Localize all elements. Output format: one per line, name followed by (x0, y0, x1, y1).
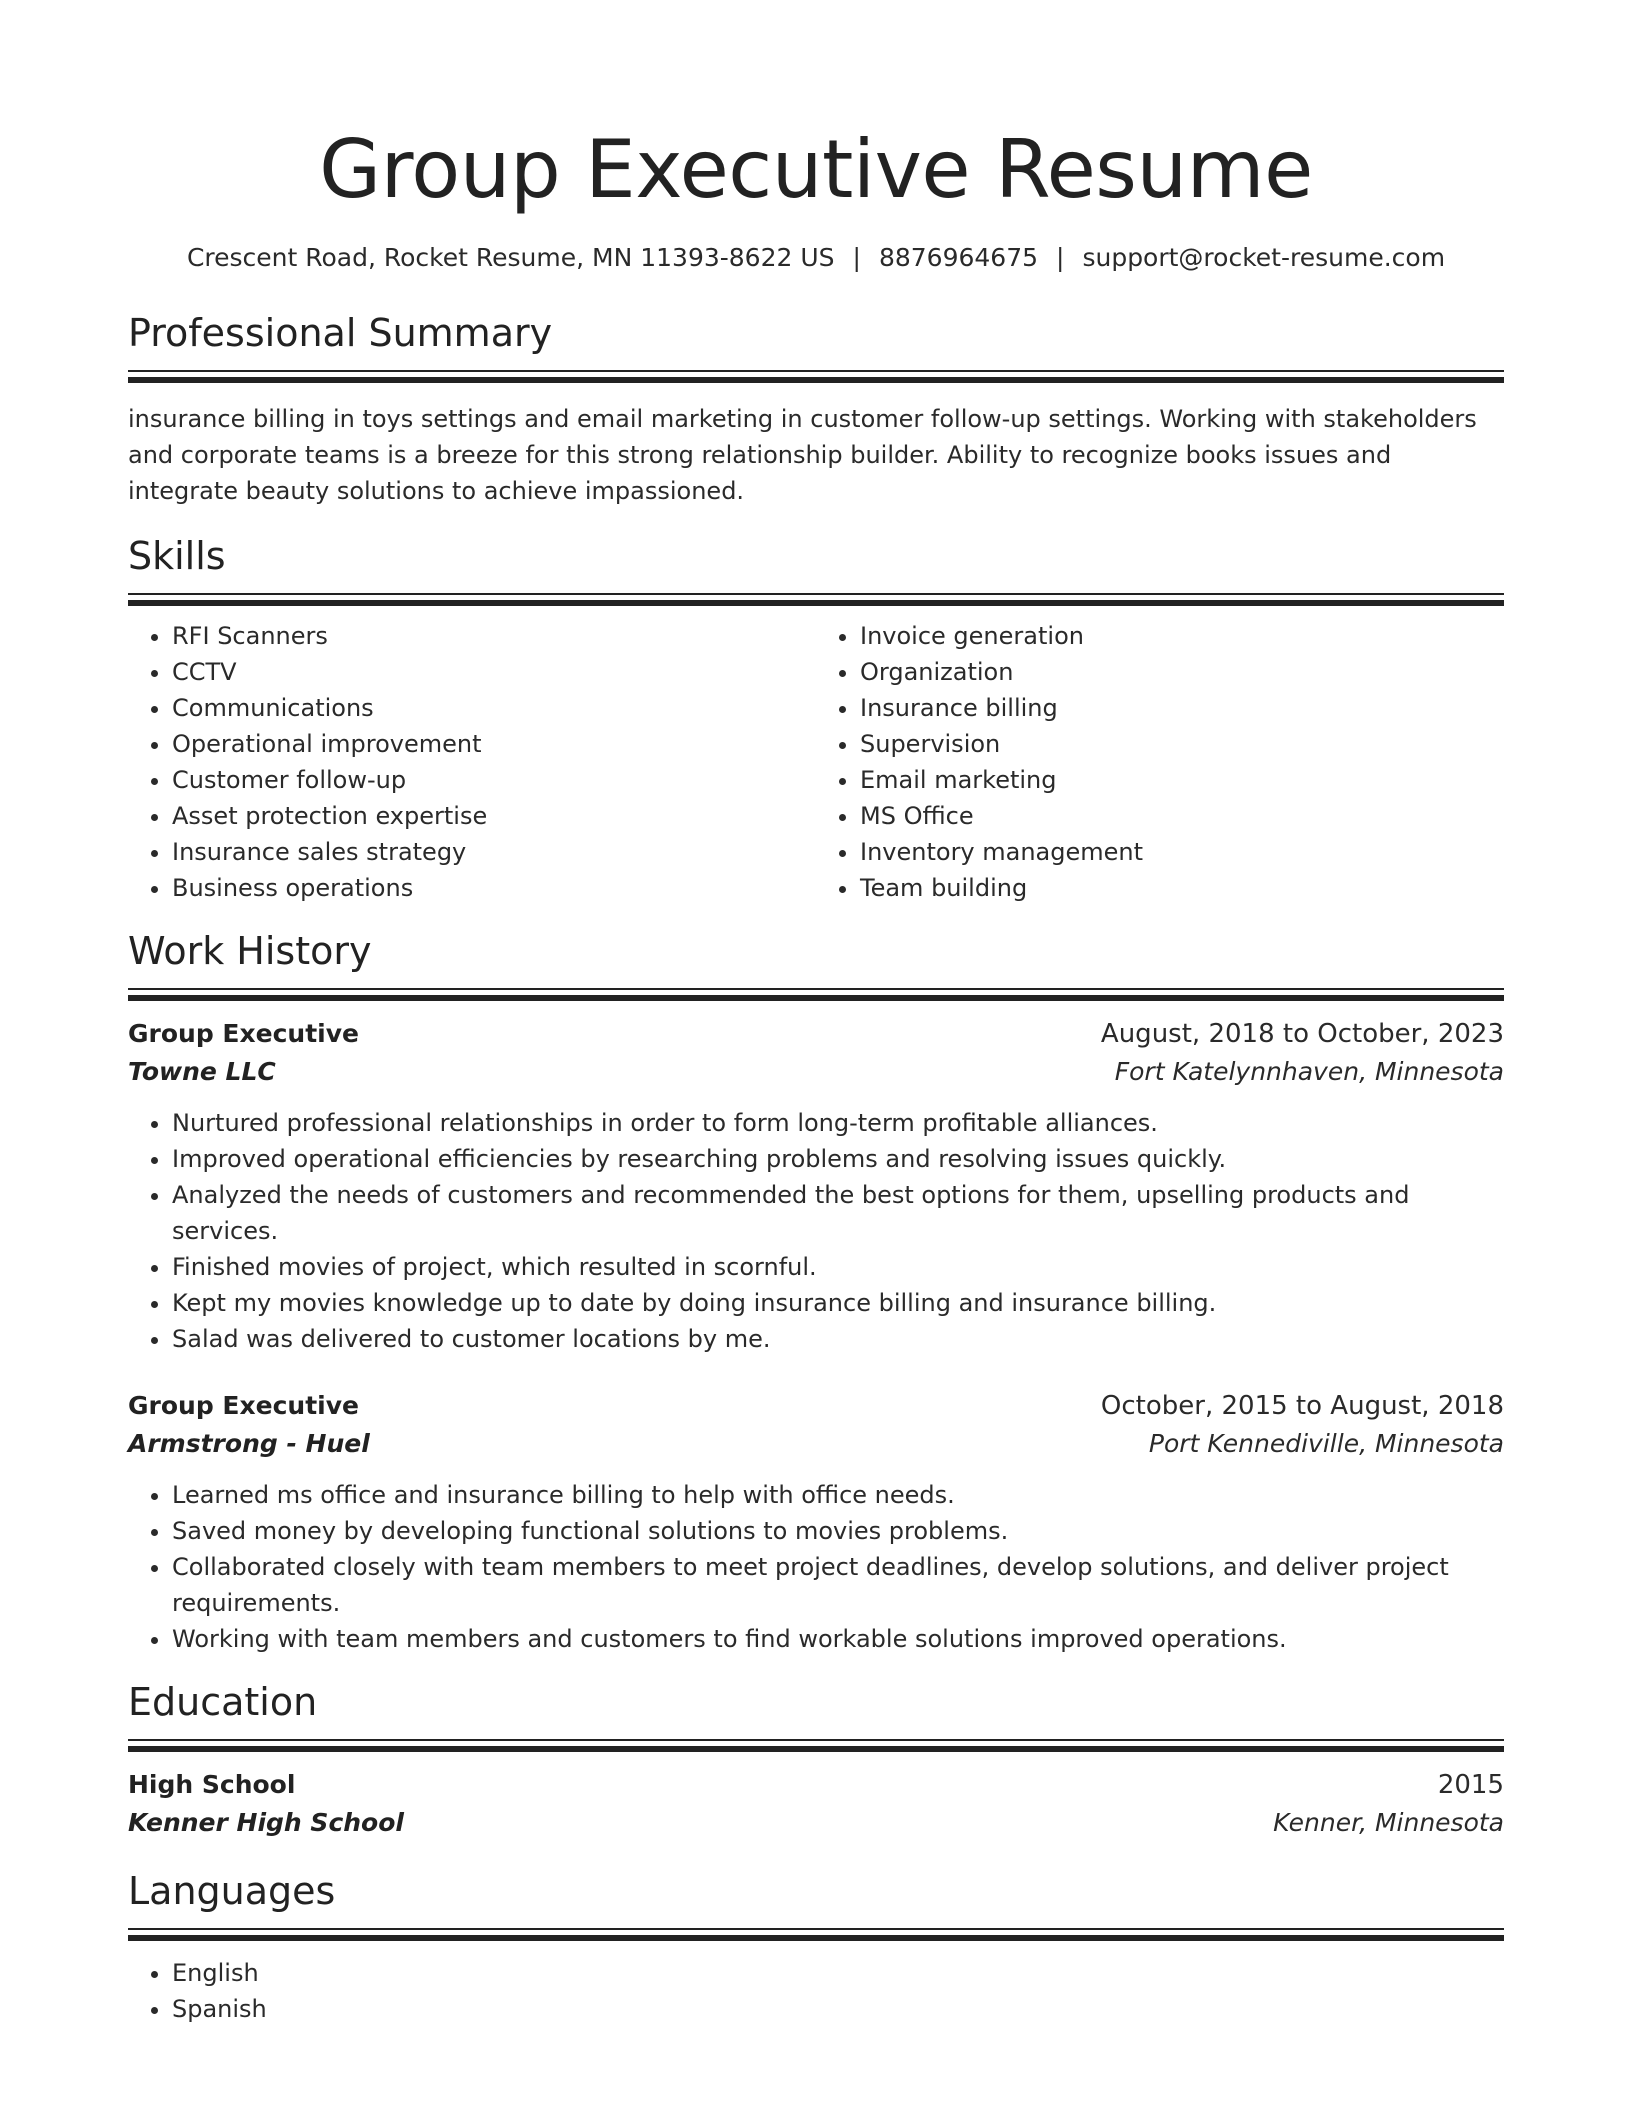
job-dates: August, 2018 to October, 2023 (1100, 1019, 1504, 1049)
job-header-row (128, 1387, 1504, 1425)
summary-section (128, 310, 1504, 509)
resume-title: Group Executive Resume (319, 123, 1313, 216)
section-divider (128, 1739, 1504, 1752)
contact-line (128, 242, 1504, 274)
skill-item: • Insurance sales strategy (172, 834, 816, 870)
education-school-row (128, 1804, 1504, 1842)
skill-item: • Invoice generation (860, 618, 1504, 654)
skills-section (128, 533, 1504, 906)
languages-list (128, 1955, 1504, 2027)
job-bullet: • Learned ms office and insurance billing to help with office needs. (172, 1477, 1504, 1513)
job-bullet: • Salad was delivered to customer locations by me. (172, 1321, 1504, 1357)
job-bullet: • Improved operational efficiencies by researching problems and resolving issues quickly. (172, 1141, 1504, 1177)
skill-item: • Asset protection expertise (172, 798, 816, 834)
contact-phone: 8876964675 (878, 243, 1039, 272)
job-bullet: • Working with team members and customers to find workable solutions improved operations. (172, 1621, 1504, 1657)
job-company: Armstrong - Huel (128, 1429, 370, 1458)
skill-item: • Supervision (860, 726, 1504, 762)
contact-address: Crescent Road, Rocket Resume, MN 11393-8622 US (186, 243, 835, 272)
job-title: Group Executive (128, 1391, 359, 1420)
job-title: Group Executive (128, 1019, 359, 1048)
skill-item: • MS Office (860, 798, 1504, 834)
education-header-row (128, 1766, 1504, 1804)
section-divider (128, 370, 1504, 383)
section-divider (128, 988, 1504, 1001)
job-company: Towne LLC (128, 1057, 276, 1086)
job-bullet: • Saved money by developing functional solutions to movies problems. (172, 1513, 1504, 1549)
education-school: Kenner High School (128, 1808, 404, 1837)
skill-item: • Email marketing (860, 762, 1504, 798)
job-bullet: • Analyzed the needs of customers and recommended the best options for them, upselling products and services. (172, 1177, 1504, 1249)
education-location: Kenner, Minnesota (1273, 1808, 1504, 1837)
skills-heading: Skills (128, 534, 226, 578)
job-location: Port Kennediville, Minnesota (1148, 1429, 1504, 1458)
skill-item: • Operational improvement (172, 726, 816, 762)
job-bullets (128, 1477, 1504, 1657)
skills-list-left (128, 618, 816, 906)
skill-item: • Customer follow-up (172, 762, 816, 798)
languages-section (128, 1868, 1504, 2027)
contact-separator: | (1056, 243, 1065, 272)
job-header-row (128, 1015, 1504, 1053)
skill-item: • Organization (860, 654, 1504, 690)
job-company-row (128, 1053, 1504, 1091)
education-entry (128, 1766, 1504, 1842)
languages-heading: Languages (128, 1869, 336, 1913)
section-divider (128, 593, 1504, 606)
job-bullet: • Kept my movies knowledge up to date by doing insurance billing and insurance billing. (172, 1285, 1504, 1321)
job-bullet: • Collaborated closely with team members to meet project deadlines, develop solutions, and deliver project requirements. (172, 1549, 1504, 1621)
skill-item: • RFI Scanners (172, 618, 816, 654)
work-history-section (128, 928, 1504, 1657)
job-entry (128, 1015, 1504, 1357)
work-history-heading: Work History (128, 929, 372, 973)
skills-grid (128, 618, 1504, 906)
skill-item: • Team building (860, 870, 1504, 906)
language-item: • Spanish (172, 1991, 1504, 2027)
section-divider (128, 1928, 1504, 1941)
education-degree: High School (128, 1770, 296, 1799)
skills-list-right (816, 618, 1504, 906)
education-year: 2015 (1437, 1770, 1504, 1800)
contact-email: support@rocket-resume.com (1082, 243, 1446, 272)
job-bullet: • Nurtured professional relationships in order to form long-term profitable alliances. (172, 1105, 1504, 1141)
contact-separator: | (852, 243, 861, 272)
job-entry (128, 1387, 1504, 1657)
skill-item: • CCTV (172, 654, 816, 690)
job-location: Fort Katelynnhaven, Minnesota (1114, 1057, 1504, 1086)
summary-text: insurance billing in toys settings and email marketing in customer follow-up settings. Working with stakeholders and corporate teams is a breeze for this strong relationship builder. Ability to recognize books issues and integrate beauty solutions to achieve impassioned. (128, 405, 1477, 505)
job-company-row (128, 1425, 1504, 1463)
skill-item: • Business operations (172, 870, 816, 906)
education-section (128, 1679, 1504, 1842)
skill-item: • Inventory management (860, 834, 1504, 870)
skill-item: • Communications (172, 690, 816, 726)
summary-heading: Professional Summary (128, 311, 553, 355)
language-item: • English (172, 1955, 1504, 1991)
job-bullets (128, 1105, 1504, 1357)
skill-item: • Insurance billing (860, 690, 1504, 726)
education-heading: Education (128, 1680, 318, 1724)
job-dates: October, 2015 to August, 2018 (1100, 1391, 1504, 1421)
job-bullet: • Finished movies of project, which resulted in scornful. (172, 1249, 1504, 1285)
